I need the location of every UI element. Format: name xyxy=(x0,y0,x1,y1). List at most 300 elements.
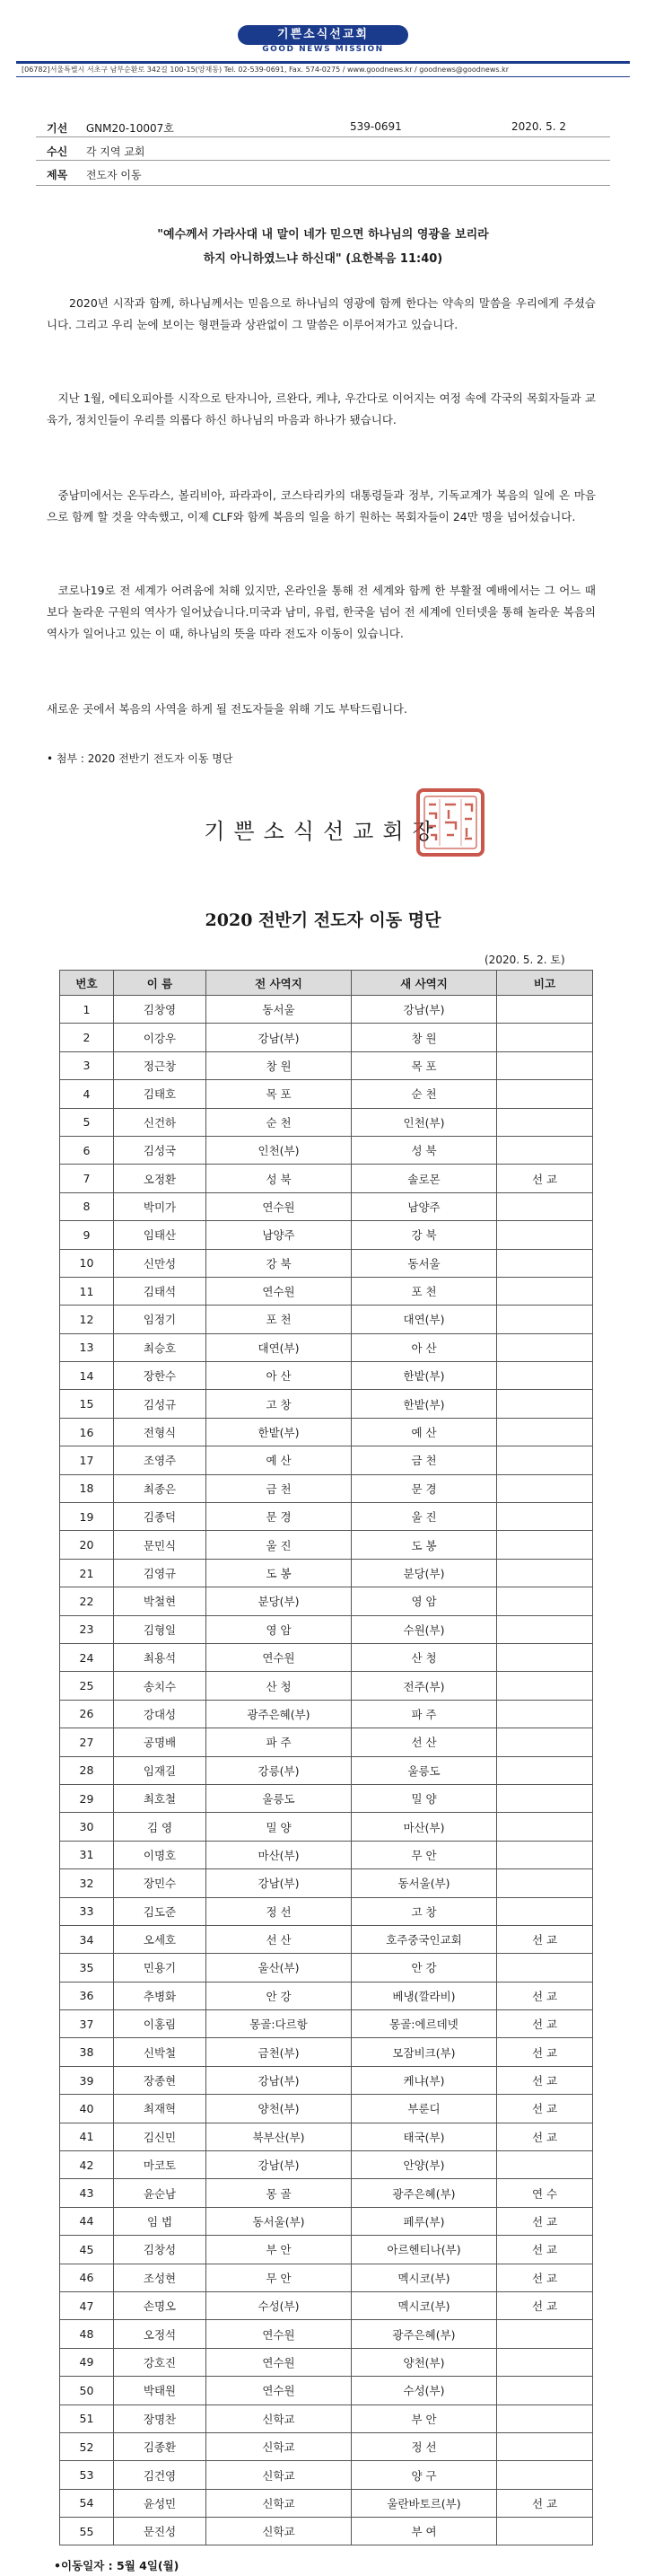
table-row xyxy=(60,2123,593,2150)
previous-post: 고 창 xyxy=(206,1390,352,1418)
table-row xyxy=(60,2405,593,2432)
previous-post: 신학교 xyxy=(206,2518,352,2545)
person-name: 신만성 xyxy=(114,1249,206,1277)
person-name: 장종현 xyxy=(114,2066,206,2094)
row-number: 8 xyxy=(60,1192,114,1220)
verse-line: "예수께서 가라사대 내 말이 네가 믿으면 하나님의 영광을 보리라 xyxy=(157,228,489,242)
previous-post: 연수원 xyxy=(206,1643,352,1671)
row-number: 30 xyxy=(60,1813,114,1841)
person-name: 이명호 xyxy=(114,1841,206,1868)
table-row xyxy=(60,1024,593,1051)
header-new-post: 새 사역지 xyxy=(352,971,497,996)
table-row xyxy=(60,2518,593,2545)
table-row xyxy=(60,1784,593,1812)
table-row xyxy=(60,2179,593,2207)
scripture-verse xyxy=(90,223,556,271)
remarks xyxy=(497,1192,593,1220)
remarks xyxy=(497,2348,593,2376)
logo-subtitle: GOOD NEWS MISSION xyxy=(262,45,384,54)
new-post: 멕시코(부) xyxy=(352,2264,497,2291)
new-post: 예 산 xyxy=(352,1418,497,1446)
table-row xyxy=(60,1954,593,1982)
new-post: 고 창 xyxy=(352,1897,497,1925)
previous-post: 인천(부) xyxy=(206,1136,352,1164)
previous-post: 대연(부) xyxy=(206,1333,352,1361)
row-number: 1 xyxy=(60,996,114,1024)
new-post: 파 주 xyxy=(352,1700,497,1728)
new-post: 강남(부) xyxy=(352,996,497,1024)
remarks xyxy=(497,1108,593,1136)
table-row xyxy=(60,2348,593,2376)
remarks xyxy=(497,1897,593,1925)
remarks xyxy=(497,1615,593,1643)
person-name: 정근창 xyxy=(114,1051,206,1079)
person-name: 오세호 xyxy=(114,1925,206,1953)
remarks xyxy=(497,1249,593,1277)
previous-post: 양천(부) xyxy=(206,2095,352,2123)
person-name: 장명찬 xyxy=(114,2405,206,2432)
remarks xyxy=(497,1333,593,1361)
table-row xyxy=(60,1897,593,1925)
row-number: 42 xyxy=(60,2151,114,2179)
remarks: 선 교 xyxy=(497,1165,593,1192)
person-name: 최재혁 xyxy=(114,2095,206,2123)
previous-post: 마산(부) xyxy=(206,1841,352,1868)
new-post: 수성(부) xyxy=(352,2377,497,2405)
new-post: 인천(부) xyxy=(352,1108,497,1136)
person-name: 조성현 xyxy=(114,2264,206,2291)
table-row xyxy=(60,1700,593,1728)
table-row xyxy=(60,2489,593,2517)
table-row xyxy=(60,1051,593,1079)
subject: 전도자 이동 xyxy=(85,169,142,181)
remarks: 연 수 xyxy=(497,2179,593,2207)
previous-post: 아 산 xyxy=(206,1362,352,1390)
remarks xyxy=(497,2405,593,2432)
table-row xyxy=(60,2207,593,2235)
row-number: 41 xyxy=(60,2123,114,2150)
doc-date: 2020. 5. 2 xyxy=(511,120,567,133)
remarks xyxy=(497,1841,593,1868)
row-number: 12 xyxy=(60,1306,114,1333)
table-row xyxy=(60,1587,593,1615)
remarks xyxy=(497,1869,593,1897)
row-number: 31 xyxy=(60,1841,114,1868)
new-post: 부룬디 xyxy=(352,2095,497,2123)
row-number: 20 xyxy=(60,1531,114,1559)
person-name: 김신민 xyxy=(114,2123,206,2150)
new-post: 호주중국인교회 xyxy=(352,1925,497,1953)
new-post: 분당(부) xyxy=(352,1559,497,1587)
row-number: 16 xyxy=(60,1418,114,1446)
new-post: 부 여 xyxy=(352,2518,497,2545)
row-number: 3 xyxy=(60,1051,114,1079)
table-row xyxy=(60,2320,593,2348)
row-number: 32 xyxy=(60,1869,114,1897)
row-number: 26 xyxy=(60,1700,114,1728)
header-remarks: 비고 xyxy=(497,971,593,996)
table-row xyxy=(60,1756,593,1784)
remarks xyxy=(497,1446,593,1474)
address-bar: [06782]서울특별시 서초구 남부순환로 342길 100-15(양재동) Tel. 02-539-0691, Fax. 574-0275 / www.goodnews.kr / goodnews@goodnews.kr xyxy=(16,61,630,77)
table-row xyxy=(60,1108,593,1136)
row-number: 15 xyxy=(60,1390,114,1418)
row-number: 47 xyxy=(60,2291,114,2319)
new-post: 문 경 xyxy=(352,1474,497,1502)
remarks xyxy=(497,1954,593,1982)
table-row xyxy=(60,2377,593,2405)
previous-post: 연수원 xyxy=(206,1277,352,1305)
table-row xyxy=(60,1559,593,1587)
remarks xyxy=(497,1418,593,1446)
remarks: 선 교 xyxy=(497,2489,593,2517)
previous-post: 포 천 xyxy=(206,1306,352,1333)
new-post: 안양(부) xyxy=(352,2151,497,2179)
table-row xyxy=(60,1277,593,1305)
person-name: 임 법 xyxy=(114,2207,206,2235)
remarks xyxy=(497,1362,593,1390)
row-number: 36 xyxy=(60,1982,114,2009)
previous-post: 신학교 xyxy=(206,2405,352,2432)
previous-post: 정 선 xyxy=(206,1897,352,1925)
person-name: 김종환 xyxy=(114,2432,206,2460)
previous-post: 한밭(부) xyxy=(206,1418,352,1446)
remarks xyxy=(497,1728,593,1756)
new-post: 창 원 xyxy=(352,1024,497,1051)
remarks xyxy=(497,2432,593,2460)
row-number: 39 xyxy=(60,2066,114,2094)
church-logo xyxy=(238,25,408,57)
previous-post: 동서울 xyxy=(206,996,352,1024)
row-number: 43 xyxy=(60,2179,114,2207)
previous-post: 강 북 xyxy=(206,1249,352,1277)
person-name: 박미가 xyxy=(114,1192,206,1220)
remarks xyxy=(497,1503,593,1531)
row-number: 44 xyxy=(60,2207,114,2235)
previous-post: 선 산 xyxy=(206,1925,352,1953)
person-name: 최종은 xyxy=(114,1474,206,1502)
table-row xyxy=(60,1643,593,1671)
table-row xyxy=(60,1333,593,1361)
new-post: 베냉(깔라비) xyxy=(352,1982,497,2009)
remarks xyxy=(497,1784,593,1812)
remarks: 선 교 xyxy=(497,2123,593,2150)
new-post: 강 북 xyxy=(352,1221,497,1249)
body-paragraph: 중남미에서는 온두라스, 볼리비아, 파라과이, 코스타리카의 대통령들과 정부, 기독교계가 복음의 일에 온 마음으로 함께 할 것을 약속했고, 이제 CLF와 함께 복음의 일을 하기 원하는 목회자들이 24만 명을 넘어섰습니다. xyxy=(47,488,596,523)
row-number: 52 xyxy=(60,2432,114,2460)
remarks xyxy=(497,1024,593,1051)
person-name: 최승호 xyxy=(114,1333,206,1361)
new-post: 수원(부) xyxy=(352,1615,497,1643)
previous-post: 창 원 xyxy=(206,1051,352,1079)
table-row xyxy=(60,1503,593,1531)
previous-post: 강남(부) xyxy=(206,1024,352,1051)
new-post: 마산(부) xyxy=(352,1813,497,1841)
person-name: 박태원 xyxy=(114,2377,206,2405)
previous-post: 산 청 xyxy=(206,1672,352,1700)
remarks xyxy=(497,2461,593,2489)
doc-number: GNM20-10007호 xyxy=(85,122,174,135)
table-row xyxy=(60,1813,593,1841)
person-name: 김건영 xyxy=(114,2461,206,2489)
previous-post: 밀 양 xyxy=(206,1813,352,1841)
new-post: 한밭(부) xyxy=(352,1362,497,1390)
doc-label: 기선 xyxy=(47,122,68,135)
table-row xyxy=(60,2095,593,2123)
new-post: 동서울 xyxy=(352,1249,497,1277)
row-number: 54 xyxy=(60,2489,114,2517)
remarks xyxy=(497,1136,593,1164)
row-number: 28 xyxy=(60,1756,114,1784)
table-row xyxy=(60,1418,593,1446)
remarks: 선 교 xyxy=(497,2095,593,2123)
person-name: 신건하 xyxy=(114,1108,206,1136)
table-row xyxy=(60,2432,593,2460)
new-post: 영 암 xyxy=(352,1587,497,1615)
person-name: 공명배 xyxy=(114,1728,206,1756)
new-post: 한밭(부) xyxy=(352,1390,497,1418)
row-number: 14 xyxy=(60,1362,114,1390)
person-name: 김성규 xyxy=(114,1390,206,1418)
list-date: (2020. 5. 2. 토) xyxy=(484,954,565,966)
person-name: 임정기 xyxy=(114,1306,206,1333)
divider xyxy=(36,185,610,186)
new-post: 울 진 xyxy=(352,1503,497,1531)
remarks xyxy=(497,1277,593,1305)
row-number: 22 xyxy=(60,1587,114,1615)
row-number: 13 xyxy=(60,1333,114,1361)
new-post: 정 선 xyxy=(352,2432,497,2460)
remarks xyxy=(497,1587,593,1615)
previous-post: 부 안 xyxy=(206,2236,352,2264)
doc-phone: 539-0691 xyxy=(350,120,402,133)
new-post: 대연(부) xyxy=(352,1306,497,1333)
table-row xyxy=(60,996,593,1024)
new-post: 케냐(부) xyxy=(352,2066,497,2094)
person-name: 이강우 xyxy=(114,1024,206,1051)
row-number: 4 xyxy=(60,1080,114,1108)
remarks xyxy=(497,996,593,1024)
subject-label: 제목 xyxy=(47,169,68,181)
row-number: 11 xyxy=(60,1277,114,1305)
previous-post: 성 북 xyxy=(206,1165,352,1192)
table-row xyxy=(60,2264,593,2291)
divider xyxy=(36,160,610,161)
row-number: 55 xyxy=(60,2518,114,2545)
doc-number-row xyxy=(47,120,174,136)
previous-post: 금 천 xyxy=(206,1474,352,1502)
new-post: 포 천 xyxy=(352,1277,497,1305)
remarks xyxy=(497,2320,593,2348)
person-name: 민용기 xyxy=(114,1954,206,1982)
row-number: 25 xyxy=(60,1672,114,1700)
list-title: 2020 전반기 전도자 이동 명단 xyxy=(205,910,441,930)
row-number: 34 xyxy=(60,1925,114,1953)
table-row xyxy=(60,1446,593,1474)
person-name: 김 영 xyxy=(114,1813,206,1841)
remarks xyxy=(497,1080,593,1108)
person-name: 송치수 xyxy=(114,1672,206,1700)
previous-post: 수성(부) xyxy=(206,2291,352,2319)
remarks xyxy=(497,1672,593,1700)
new-post: 목 포 xyxy=(352,1051,497,1079)
person-name: 김창영 xyxy=(114,996,206,1024)
row-number: 6 xyxy=(60,1136,114,1164)
table-row xyxy=(60,1192,593,1220)
previous-post: 연수원 xyxy=(206,2320,352,2348)
person-name: 윤성민 xyxy=(114,2489,206,2517)
previous-post: 신학교 xyxy=(206,2432,352,2460)
person-name: 문민식 xyxy=(114,1531,206,1559)
row-number: 10 xyxy=(60,1249,114,1277)
previous-post: 파 주 xyxy=(206,1728,352,1756)
person-name: 손명오 xyxy=(114,2291,206,2319)
remarks: 선 교 xyxy=(497,2066,593,2094)
table-row xyxy=(60,1615,593,1643)
row-number: 37 xyxy=(60,2010,114,2038)
row-number: 49 xyxy=(60,2348,114,2376)
body-paragraph: 새로운 곳에서 복음의 사역을 하게 될 전도자들을 위해 기도 부탁드립니다. xyxy=(47,702,407,716)
new-post: 선 산 xyxy=(352,1728,497,1756)
previous-post: 강남(부) xyxy=(206,1869,352,1897)
person-name: 임태산 xyxy=(114,1221,206,1249)
table-row xyxy=(60,1249,593,1277)
table-row xyxy=(60,2236,593,2264)
person-name: 강대성 xyxy=(114,1700,206,1728)
person-name: 임재길 xyxy=(114,1756,206,1784)
table-row xyxy=(60,1672,593,1700)
person-name: 김태호 xyxy=(114,1080,206,1108)
row-number: 9 xyxy=(60,1221,114,1249)
new-post: 태국(부) xyxy=(352,2123,497,2150)
table-row xyxy=(60,1080,593,1108)
table-row xyxy=(60,1841,593,1868)
recipient-label: 수신 xyxy=(47,145,68,158)
row-number: 7 xyxy=(60,1165,114,1192)
remarks: 선 교 xyxy=(497,2291,593,2319)
table-row xyxy=(60,2461,593,2489)
person-name: 전형식 xyxy=(114,1418,206,1446)
previous-post: 강남(부) xyxy=(206,2151,352,2179)
remarks xyxy=(497,1700,593,1728)
row-number: 50 xyxy=(60,2377,114,2405)
previous-post: 광주은혜(부) xyxy=(206,1700,352,1728)
previous-post: 목 포 xyxy=(206,1080,352,1108)
table-row xyxy=(60,2291,593,2319)
remarks xyxy=(497,1643,593,1671)
row-number: 51 xyxy=(60,2405,114,2432)
table-row xyxy=(60,1531,593,1559)
previous-post: 울릉도 xyxy=(206,1784,352,1812)
person-name: 장한수 xyxy=(114,1362,206,1390)
person-name: 김종덕 xyxy=(114,1503,206,1531)
new-post: 광주은혜(부) xyxy=(352,2320,497,2348)
remarks: 선 교 xyxy=(497,2264,593,2291)
table-row xyxy=(60,2010,593,2038)
remarks xyxy=(497,2518,593,2545)
person-name: 오정환 xyxy=(114,1165,206,1192)
previous-post: 몽 골 xyxy=(206,2179,352,2207)
person-name: 김도준 xyxy=(114,1897,206,1925)
new-post: 전주(부) xyxy=(352,1672,497,1700)
new-post: 울란바토르(부) xyxy=(352,2489,497,2517)
table-row xyxy=(60,1728,593,1756)
table-row xyxy=(60,1221,593,1249)
previous-post: 안 강 xyxy=(206,1982,352,2009)
recipient-row xyxy=(47,144,144,159)
previous-post: 신학교 xyxy=(206,2461,352,2489)
verse-line: 하지 아니하였느냐 하신대" (요한복음 11:40) xyxy=(203,252,443,266)
transfer-table xyxy=(59,970,593,2545)
table-row xyxy=(60,1136,593,1164)
person-name: 김형일 xyxy=(114,1615,206,1643)
previous-post: 동서울(부) xyxy=(206,2207,352,2235)
body-paragraph: 지난 1월, 에티오피아를 시작으로 탄자니아, 르완다, 케냐, 우간다로 이어지는 여정 속에 각국의 목회자들과 교육가, 정치인들이 우리를 의롭다 하신 하나님의 마음과 하나가 됐습니다. xyxy=(47,391,596,426)
attachment-note: • 첨부 : 2020 전반기 전도자 이동 명단 xyxy=(47,752,233,765)
person-name: 신박철 xyxy=(114,2038,206,2066)
new-post: 울릉도 xyxy=(352,1756,497,1784)
remarks xyxy=(497,1813,593,1841)
table-row xyxy=(60,1306,593,1333)
new-post: 아 산 xyxy=(352,1333,497,1361)
previous-post: 문 경 xyxy=(206,1503,352,1531)
person-name: 강호진 xyxy=(114,2348,206,2376)
new-post: 동서울(부) xyxy=(352,1869,497,1897)
remarks xyxy=(497,1390,593,1418)
church-name: 기쁜소식선교회장 xyxy=(204,819,442,844)
new-post: 양천(부) xyxy=(352,2348,497,2376)
remarks xyxy=(497,1531,593,1559)
new-post: 무 안 xyxy=(352,1841,497,1868)
person-name: 김성국 xyxy=(114,1136,206,1164)
person-name: 마코토 xyxy=(114,2151,206,2179)
row-number: 27 xyxy=(60,1728,114,1756)
divider xyxy=(36,136,610,137)
new-post: 금 천 xyxy=(352,1446,497,1474)
table-row xyxy=(60,2066,593,2094)
previous-post: 연수원 xyxy=(206,2377,352,2405)
table-row xyxy=(60,1925,593,1953)
person-name: 오정석 xyxy=(114,2320,206,2348)
new-post: 산 청 xyxy=(352,1643,497,1671)
remarks xyxy=(497,1559,593,1587)
new-post: 광주은혜(부) xyxy=(352,2179,497,2207)
new-post: 안 강 xyxy=(352,1954,497,1982)
new-post: 모잠비크(부) xyxy=(352,2038,497,2066)
person-name: 문진성 xyxy=(114,2518,206,2545)
transfer-date-note: •이동일자 : 5월 4일(월) xyxy=(54,2559,179,2572)
previous-post: 강릉(부) xyxy=(206,1756,352,1784)
body-paragraph: 코로나19로 전 세계가 어려움에 처해 있지만, 온라인을 통해 전 세계와 함께 한 부활절 예배에서는 그 어느 때 보다 놀라운 구원의 역사가 일어났습니다.미국과 남미, 유럽, 한국을 넘어 전 세계에 인터넷을 통해 놀라운 복음의 역사가 일어나고 있는 이 때, 하나님의 뜻을 따라 전도자 이동이 있습니다. xyxy=(47,584,596,640)
row-number: 48 xyxy=(60,2320,114,2348)
new-post: 양 구 xyxy=(352,2461,497,2489)
row-number: 53 xyxy=(60,2461,114,2489)
previous-post: 연수원 xyxy=(206,2348,352,2376)
person-name: 김영규 xyxy=(114,1559,206,1587)
header-previous-post: 전 사역지 xyxy=(206,971,352,996)
new-post: 멕시코(부) xyxy=(352,2291,497,2319)
person-name: 추병화 xyxy=(114,1982,206,2009)
logo-text: 기쁜소식선교회 xyxy=(238,25,408,45)
person-name: 조영주 xyxy=(114,1446,206,1474)
table-header-row xyxy=(60,971,593,996)
new-post: 아르헨티나(부) xyxy=(352,2236,497,2264)
subject-row xyxy=(47,167,142,182)
header-name: 이 름 xyxy=(114,971,206,996)
row-number: 40 xyxy=(60,2095,114,2123)
previous-post: 연수원 xyxy=(206,1192,352,1220)
row-number: 17 xyxy=(60,1446,114,1474)
